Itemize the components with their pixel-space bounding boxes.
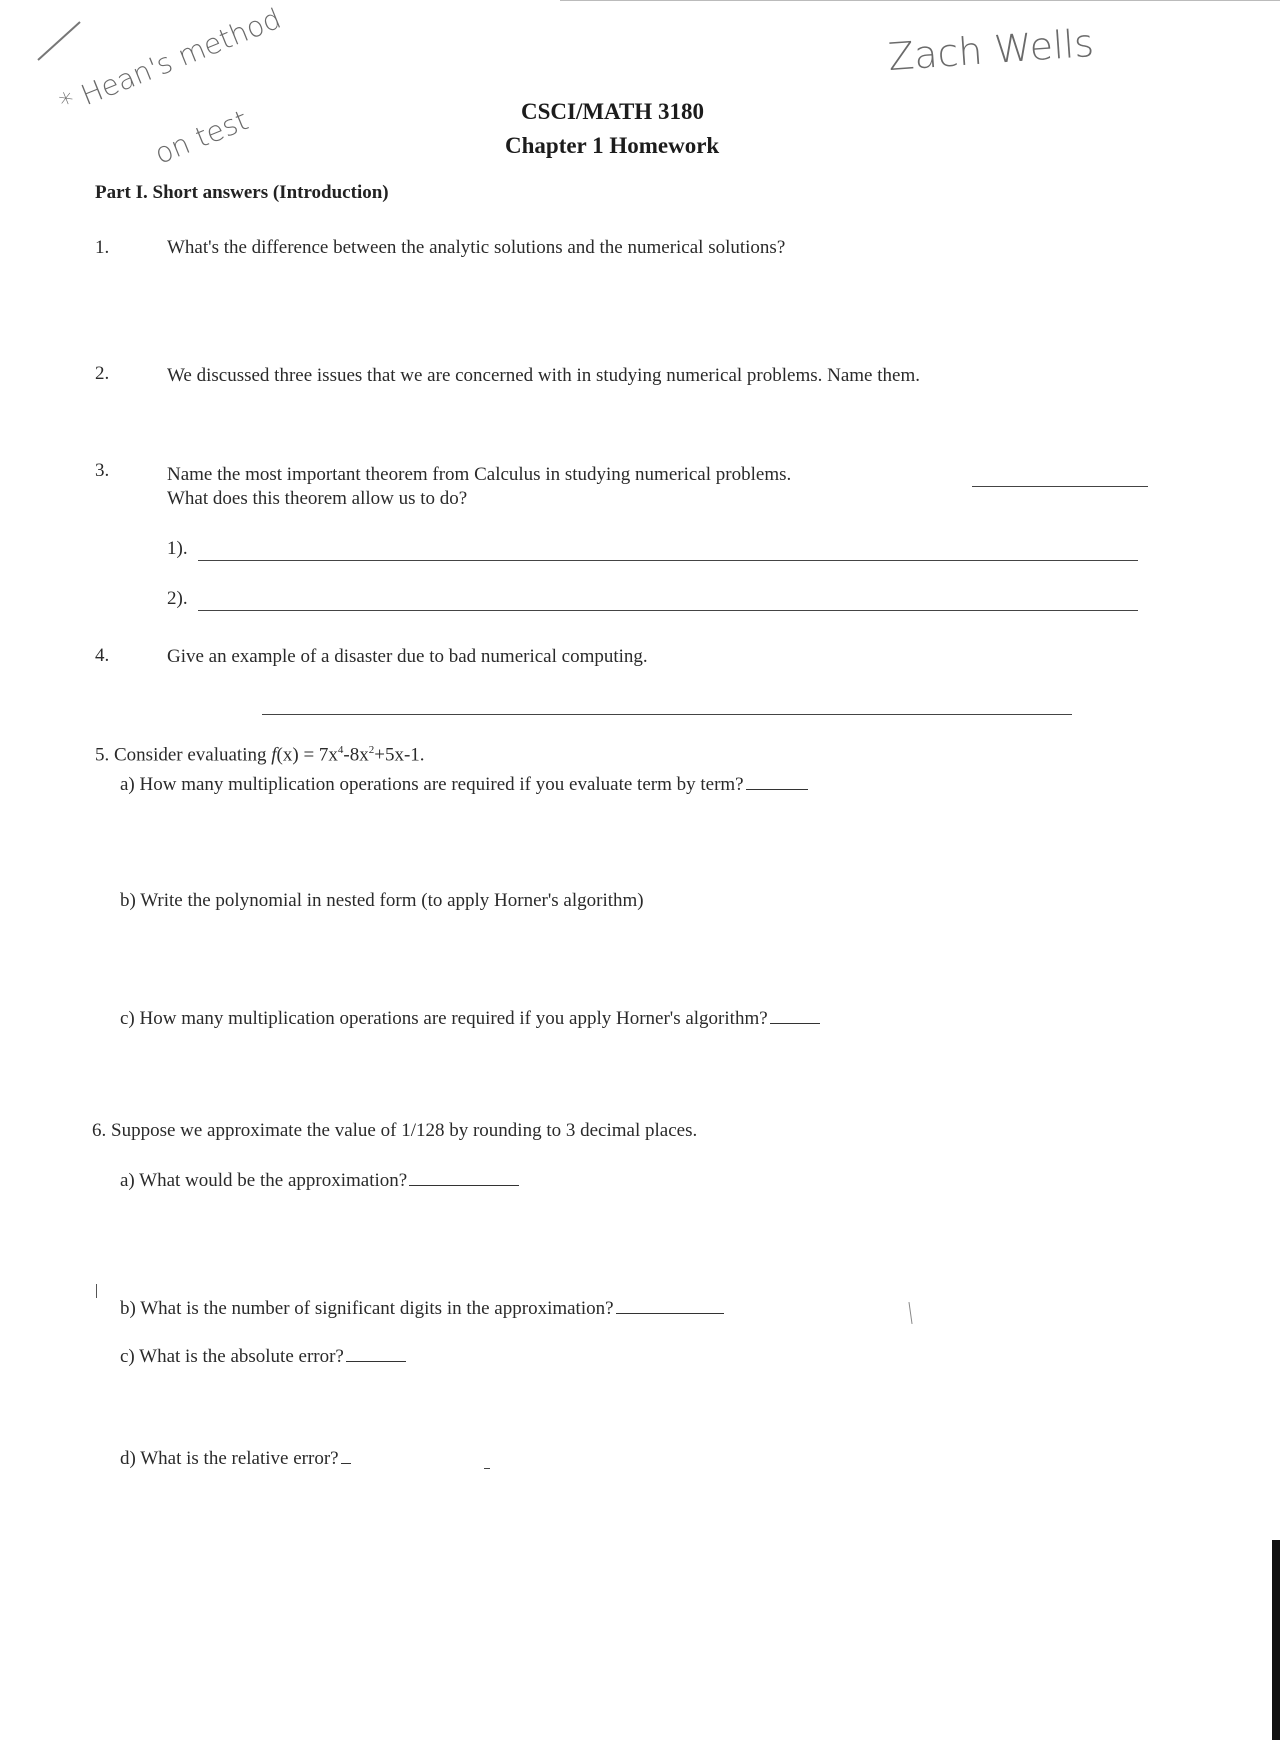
q6a-label: a) What would be the approximation? — [120, 1170, 408, 1191]
q4-number: 4. — [95, 645, 110, 666]
q4-text: Give an example of a disaster due to bad numerical computing. — [167, 646, 648, 667]
q5a-text — [120, 774, 808, 796]
check-mark-icon — [34, 18, 84, 64]
q6d-text — [120, 1448, 351, 1470]
margin-note-line1: * Hean's method — [55, 1, 286, 121]
q6d-answer-blank[interactable] — [341, 1462, 351, 1464]
course-code: CSCI/MATH 3180 — [521, 99, 704, 124]
q5-func-eq: = 7x — [298, 744, 338, 766]
stray-mark — [908, 1302, 912, 1324]
q1-number: 1. — [95, 237, 110, 258]
stray-mark — [96, 1284, 97, 1298]
student-name: Zach Wells — [886, 20, 1096, 80]
q2-number: 2. — [95, 363, 110, 384]
q5c-label: c) How many multiplication operations are required if you apply Horner's algorithm? — [120, 1008, 768, 1029]
q2-text: We discussed three issues that we are concerned with in studying numerical problems. Name them. — [167, 365, 920, 386]
q5-tail: +5x-1. — [374, 744, 425, 766]
q6c-label: c) What is the absolute error? — [120, 1346, 344, 1367]
stray-mark — [484, 1468, 490, 1469]
scan-edge-shadow — [1272, 1540, 1280, 1740]
q5-exp4: 4 — [337, 744, 344, 756]
q4-answer-line[interactable] — [262, 714, 1072, 715]
q6c-text — [120, 1346, 406, 1368]
q5b-text: b) Write the polynomial in nested form (to apply Horner's algorithm) — [120, 890, 644, 911]
q3-line2: What does this theorem allow us to do? — [167, 488, 468, 509]
q3-sub1-label: 1). — [167, 538, 188, 559]
q1-text: What's the difference between the analytic solutions and the numerical solutions? — [167, 237, 786, 258]
q3-sub2-answer-line[interactable] — [198, 610, 1138, 611]
q5c-text — [120, 1008, 820, 1030]
q5-func-var: (x) — [276, 744, 299, 766]
q6a-text — [120, 1170, 519, 1192]
scan-top-edge — [560, 0, 1280, 1]
q3-answer-line[interactable] — [972, 486, 1148, 487]
q5-intro — [95, 744, 425, 766]
q5c-answer-blank[interactable] — [770, 1022, 820, 1024]
q5-intro-prefix: 5. Consider evaluating — [95, 744, 272, 766]
q6c-answer-blank[interactable] — [346, 1360, 406, 1362]
q5a-label: a) How many multiplication operations are required if you evaluate term by term? — [120, 774, 744, 795]
q5a-answer-blank[interactable] — [746, 788, 808, 790]
margin-note-line2: on test — [150, 103, 253, 171]
q6d-label: d) What is the relative error? — [120, 1448, 339, 1469]
q3-sub1-answer-line[interactable] — [198, 560, 1138, 561]
q6b-label: b) What is the number of significant digits in the approximation? — [120, 1298, 614, 1319]
q3-sub2-label: 2). — [167, 588, 188, 609]
q3-number: 3. — [95, 460, 110, 481]
q6a-answer-blank[interactable] — [409, 1184, 519, 1186]
q5-mid: -8x — [343, 744, 369, 766]
part-heading: Part I. Short answers (Introduction) — [95, 182, 389, 203]
q6b-answer-blank[interactable] — [616, 1312, 724, 1314]
q5-func-name: f — [271, 744, 277, 766]
q6b-text — [120, 1298, 724, 1320]
q3-line1: Name the most important theorem from Calculus in studying numerical problems. — [167, 464, 792, 485]
page-title: Chapter 1 Homework — [505, 133, 720, 158]
q5-exp2: 2 — [368, 744, 375, 756]
q6-intro: 6. Suppose we approximate the value of 1/128 by rounding to 3 decimal places. — [92, 1120, 698, 1141]
